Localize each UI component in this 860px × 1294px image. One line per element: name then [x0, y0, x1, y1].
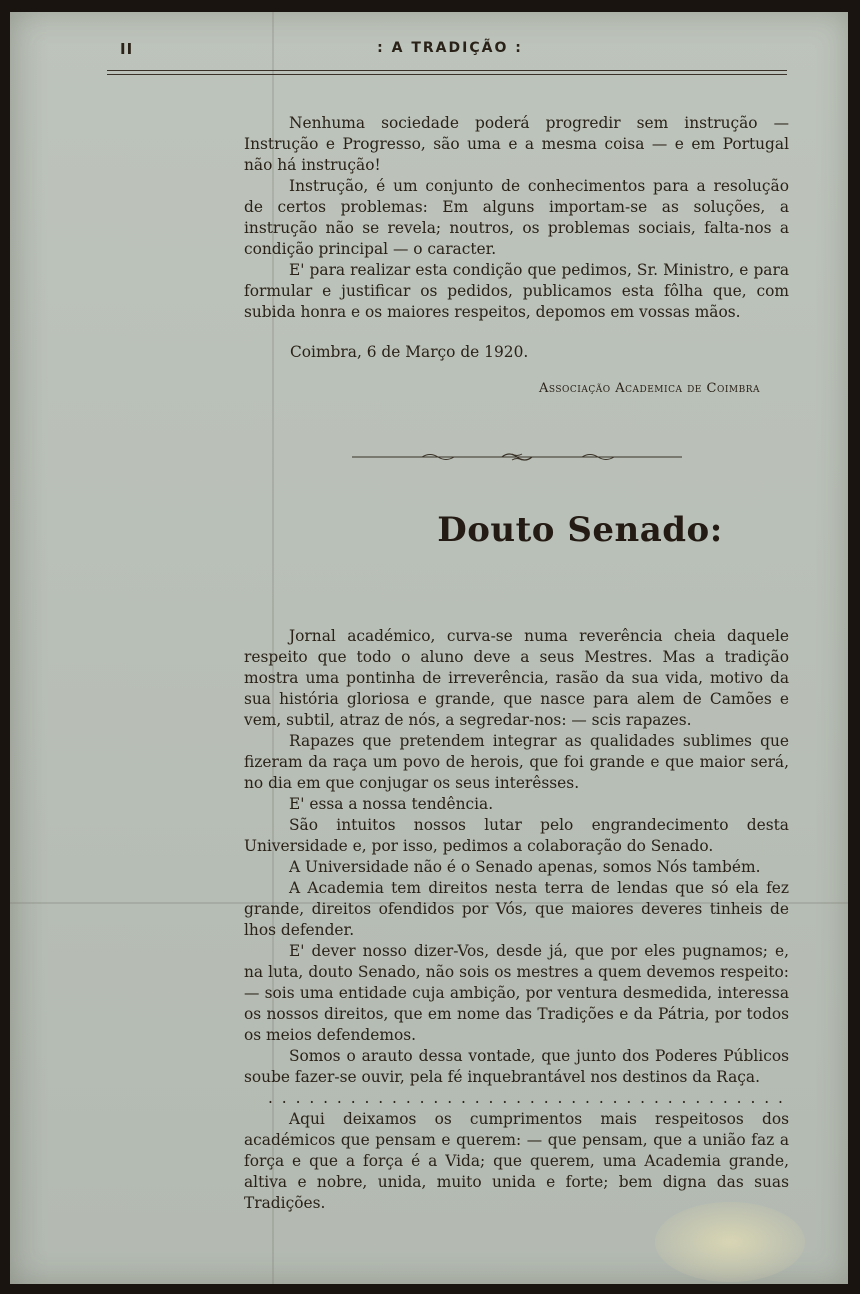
intro-paragraph: Instrução, é um conjunto de conhecimentos para a resolução de certos problemas: Em alguns importam-se as soluções, a instrução não se revela; noutros, os problemas sociais, falta-nos a condição principal — o caracter.	[244, 177, 789, 258]
body-paragraph: E' essa a nossa tendência.	[289, 795, 494, 813]
running-title: : A TRADIÇÃO :	[377, 40, 523, 56]
section-heading: Douto Senado:	[437, 510, 723, 550]
dotted-separator	[268, 1088, 789, 1109]
body-paragraph: A Academia tem direitos nesta terra de lendas que só ela fez grande, direitos ofendidos por Vós, que maiores deveres tinheis de lhos defender.	[244, 879, 789, 939]
intro-paragraph: E' para realizar esta condição que pedimos, Sr. Ministro, e para formular e justificar os pedidos, publicamos esta fôlha que, com subida honra e os maiores respeitos, depomos em vossas mãos.	[244, 261, 789, 321]
body-paragraph: Jornal académico, curva-se numa reverência cheia daquele respeito que todo o aluno deve a seus Mestres. Mas a tradição mostra uma pontinha de irreverência, rasão da sua vida, motivo da sua história gloriosa e grande, que nasce para alem de Camões e vem, subtil, atraz de nós, a segredar-nos: — scis rapazes.	[244, 627, 789, 729]
header-rule-bottom	[107, 74, 787, 75]
ornamental-divider	[352, 450, 682, 464]
body-paragraph: Rapazes que pretendem integrar as qualidades sublimes que fizeram da raça um povo de herois, que foi grande e que maior será, no dia em que conjugar os seus interêsses.	[244, 732, 789, 792]
body-paragraph: A Universidade não é o Senado apenas, somos Nós também.	[289, 858, 761, 876]
intro-text	[244, 113, 789, 323]
intro-paragraph: Nenhuma sociedade poderá progredir sem instrução — Instrução e Progresso, são uma e a mesma coisa — e em Portugal não há instrução!	[244, 114, 789, 174]
paper-stain	[655, 1202, 805, 1282]
body-paragraph: São intuitos nossos lutar pelo engrandecimento desta Universidade e, por isso, pedimos a colaboração do Senado.	[244, 816, 789, 855]
page-number: II	[120, 40, 134, 58]
document-page	[10, 12, 848, 1284]
header-rule-top	[107, 70, 787, 71]
body-paragraph: E' dever nosso dizer-Vos, desde já, que por eles pugnamos; e, na luta, douto Senado, não sois os mestres a quem devemos respeito: — sois uma entidade cuja ambição, por ventura desmedida, interessa os nossos direitos, que em nome das Tradições e da Pátria, por todos os meios defendemos.	[244, 942, 789, 1044]
letter-body	[244, 626, 789, 1214]
page-header	[10, 40, 848, 64]
dateline: Coimbra, 6 de Março de 1920.	[290, 343, 529, 361]
signature: Associação Academica de Coimbra	[538, 381, 760, 396]
body-paragraph: Somos o arauto dessa vontade, que junto dos Poderes Públicos soube fazer-se ouvir, pela fé inquebrantável nos destinos da Raça.	[244, 1047, 789, 1086]
closing-paragraph: Aqui deixamos os cumprimentos mais respeitosos dos académicos que pensam e querem: — que pensam, que a união faz a força e que a força é a Vida; que querem, uma Academia grande, altiva e nobre, unida, muito unida e forte; bem digna das suas Tradições.	[244, 1110, 789, 1212]
